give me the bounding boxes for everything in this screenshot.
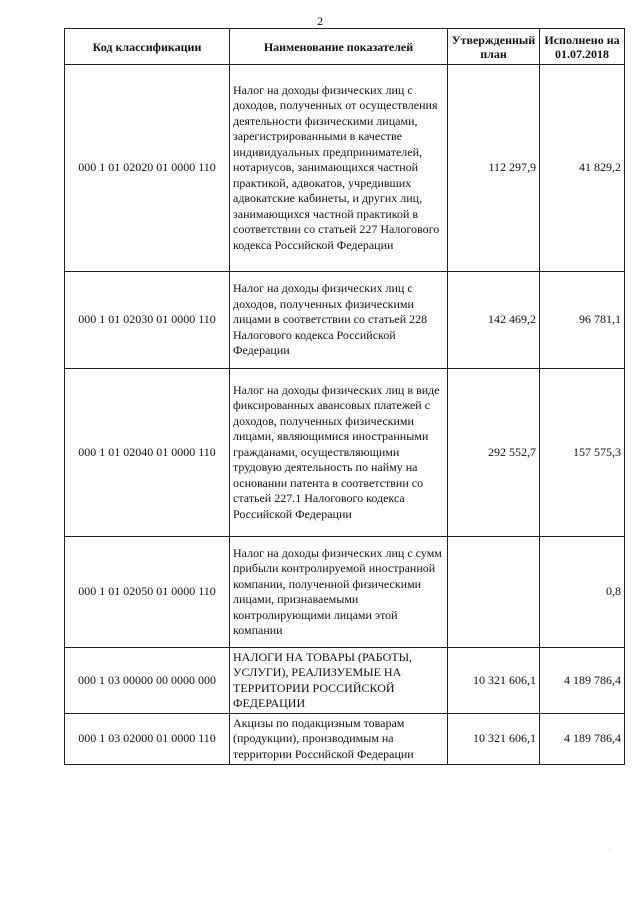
row-name: Налог на доходы физических лиц в виде фиксированных авансовых платежей с доходов, полученных физическими лицами, являющимися иностранными гражданами, осуществляющими трудовую деятельность по найму на основании патента в соответствии со статьей 227.1 Налогового кодекса Российской Федерации bbox=[230, 369, 448, 537]
header-code: Код классификации bbox=[65, 29, 230, 65]
row-name: Налог на доходы физических лиц с доходов, полученных от осуществления деятельности физическими лицами, зарегистрированными в качестве индивидуальных предпринимателей, нотариусов, занимающихся частной практикой, адвокатов, учредивших адвокатские кабинеты, и других лиц, занимающихся частной практикой в соответствии со статьей 227 Налогового кодекса Российской Федерации bbox=[230, 65, 448, 272]
row-executed: 157 575,3 bbox=[540, 369, 625, 537]
row-executed: 4 189 786,4 bbox=[540, 714, 625, 765]
row-name: НАЛОГИ НА ТОВАРЫ (РАБОТЫ, УСЛУГИ), РЕАЛИЗУЕМЫЕ НА ТЕРРИТОРИИ РОССИЙСКОЙ ФЕДЕРАЦИИ bbox=[230, 648, 448, 714]
row-executed: 41 829,2 bbox=[540, 65, 625, 272]
row-name: Налог на доходы физических лиц с доходов, полученных физическими лицами в соответствии со статьей 228 Налогового кодекса Российской Федерации bbox=[230, 272, 448, 369]
row-code: 000 1 01 02030 01 0000 110 bbox=[65, 272, 230, 369]
row-code: 000 1 03 02000 01 0000 110 bbox=[65, 714, 230, 765]
row-name: Акцизы по подакцизным товарам (продукции), производимым на территории Российской Федерации bbox=[230, 714, 448, 765]
table-row bbox=[65, 369, 625, 537]
row-name: Налог на доходы физических лиц с сумм прибыли контролируемой иностранной компании, полученной физическими лицами, признаваемыми контролирующими лицами этой компании bbox=[230, 537, 448, 648]
header-plan: Утвержденный план bbox=[448, 29, 540, 65]
row-code: 000 1 01 02050 01 0000 110 bbox=[65, 537, 230, 648]
row-code: 000 1 01 02040 01 0000 110 bbox=[65, 369, 230, 537]
page-number: 2 bbox=[317, 14, 323, 28]
row-executed: 96 781,1 bbox=[540, 272, 625, 369]
row-plan: 10 321 606,1 bbox=[448, 714, 540, 765]
table-row bbox=[65, 537, 625, 648]
table-row bbox=[65, 648, 625, 714]
header-name: Наименование показателей bbox=[230, 29, 448, 65]
row-plan: 10 321 606,1 bbox=[448, 648, 540, 714]
table-header-row bbox=[65, 29, 625, 65]
row-plan: 142 469,2 bbox=[448, 272, 540, 369]
table-row bbox=[65, 714, 625, 765]
header-executed: Исполнено на 01.07.2018 bbox=[540, 29, 625, 65]
table-row bbox=[65, 65, 625, 272]
row-plan: 292 552,7 bbox=[448, 369, 540, 537]
row-code: 000 1 01 02020 01 0000 110 bbox=[65, 65, 230, 272]
scan-speck: · bbox=[608, 846, 611, 855]
row-plan: 112 297,9 bbox=[448, 65, 540, 272]
table-row bbox=[65, 272, 625, 369]
row-executed: 4 189 786,4 bbox=[540, 648, 625, 714]
row-plan bbox=[448, 537, 540, 648]
budget-execution-table bbox=[64, 28, 625, 765]
row-code: 000 1 03 00000 00 0000 000 bbox=[65, 648, 230, 714]
row-executed: 0,8 bbox=[540, 537, 625, 648]
